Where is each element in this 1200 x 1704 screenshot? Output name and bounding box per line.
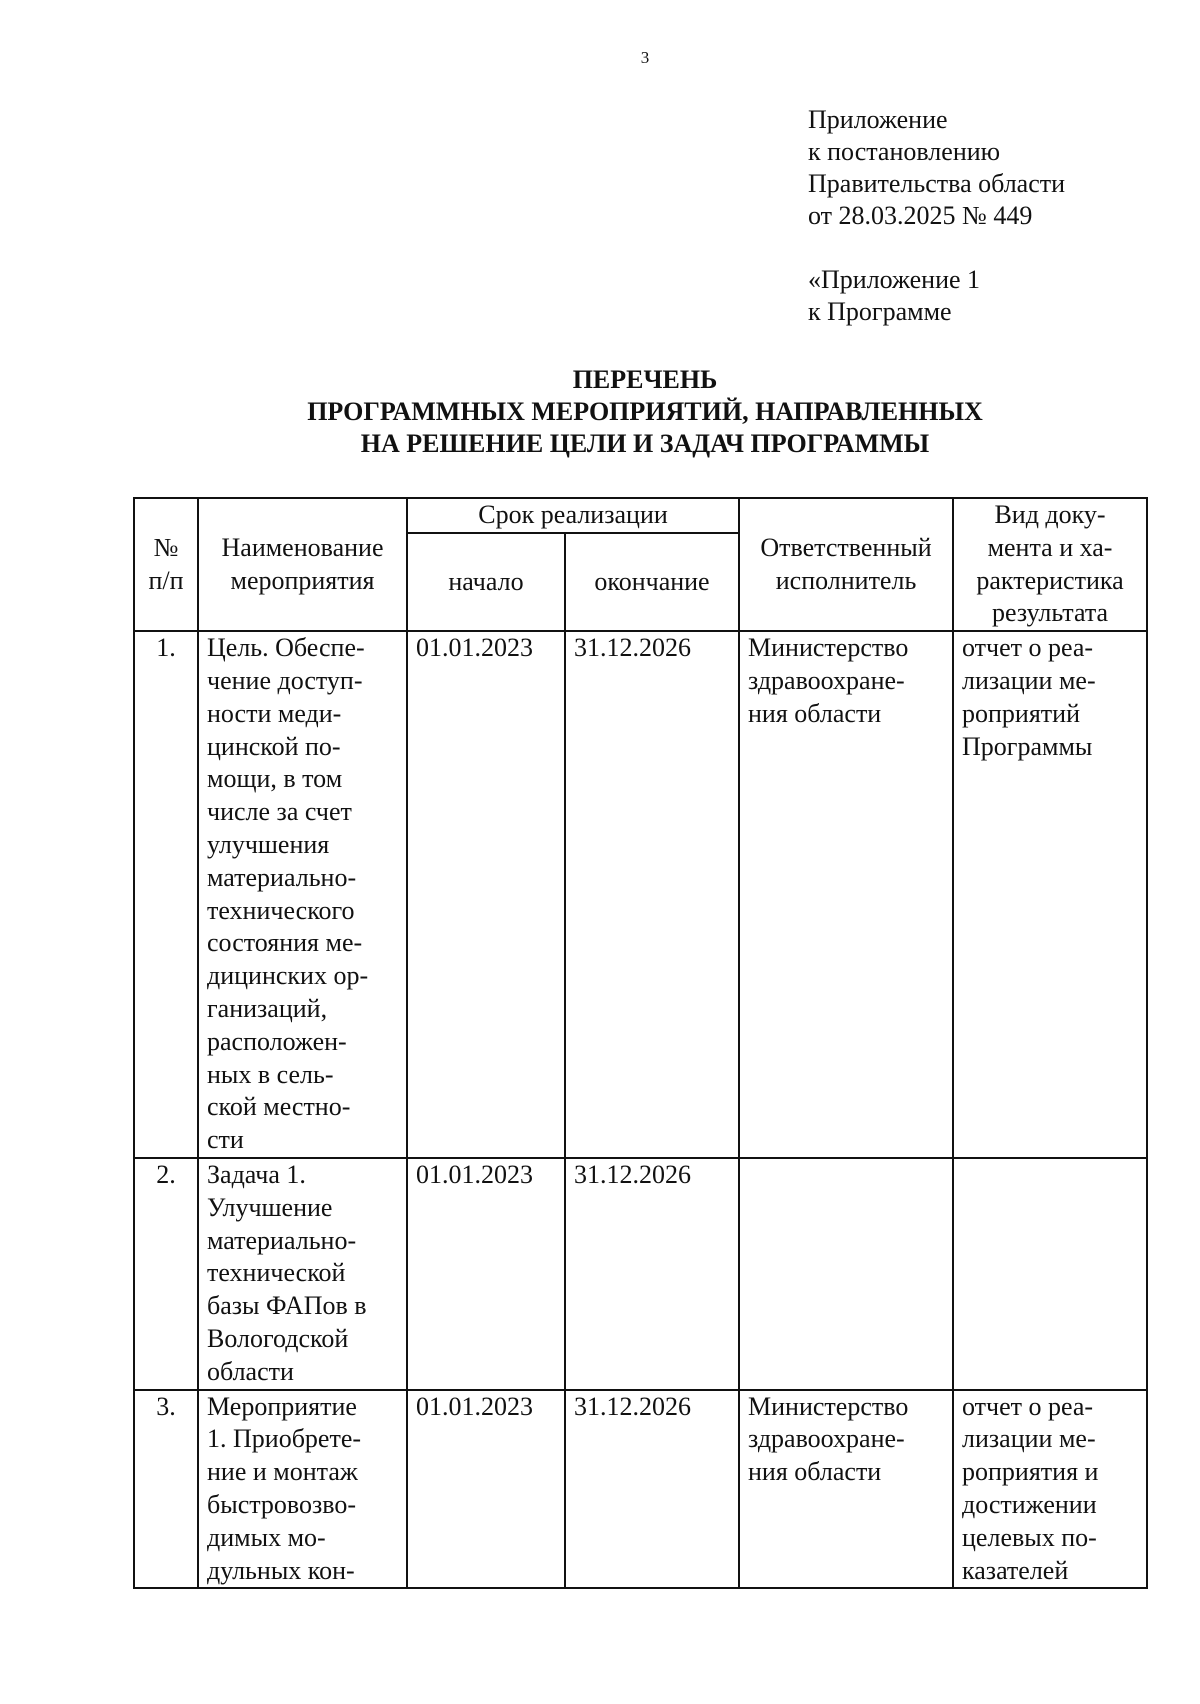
document-title [0, 364, 1200, 460]
header-responsible: Ответственный исполнитель [739, 498, 953, 631]
row-start: 01.01.2023 [407, 1390, 565, 1589]
row-name: Мероприятие 1. Приобрете- ние и монтаж быстровозво- димых мо- дульных кон- [198, 1390, 407, 1589]
appendix-block [808, 104, 1065, 328]
row-responsible: Министерство здравоохране- ния области [739, 1390, 953, 1589]
row-doc: отчет о реа- лизации ме- роприятий Программы [953, 631, 1147, 1158]
table-row [134, 1158, 1147, 1390]
row-end: 31.12.2026 [565, 1390, 739, 1589]
appendix-line: к постановлению [808, 137, 1001, 166]
header-doc: Вид доку- мента и ха- рактеристика результата [953, 498, 1147, 631]
header-period: Срок реализации [407, 498, 739, 533]
row-start: 01.01.2023 [407, 631, 565, 1158]
spacer [808, 232, 1065, 264]
row-responsible [739, 1158, 953, 1390]
header-end: окончание [565, 533, 739, 631]
header-start: начало [407, 533, 565, 631]
row-start: 01.01.2023 [407, 1158, 565, 1390]
appendix-line: «Приложение 1 [808, 265, 981, 294]
row-end: 31.12.2026 [565, 1158, 739, 1390]
row-doc [953, 1158, 1147, 1390]
row-name: Цель. Обеспе- чение доступ- ности меди- цинской по- мощи, в том числе за счет улучшения материально- технического состояния ме- дицинских ор- ганизаций, расположен- ных в сель- ской местно- сти [198, 631, 407, 1158]
row-num: 2. [134, 1158, 198, 1390]
row-name: Задача 1. Улучшение материально- технической базы ФАПов в Вологодской области [198, 1158, 407, 1390]
title-line: ПРОГРАММНЫХ МЕРОПРИЯТИЙ, НАПРАВЛЕННЫХ [307, 397, 983, 426]
row-num: 3. [134, 1390, 198, 1589]
row-num: 1. [134, 631, 198, 1158]
table-row [134, 631, 1147, 1158]
header-name: Наименование мероприятия [198, 498, 407, 631]
row-doc: отчет о реа- лизации ме- роприятия и достижении целевых по- казателей [953, 1390, 1147, 1589]
row-end: 31.12.2026 [565, 631, 739, 1158]
appendix-line: Правительства области [808, 169, 1066, 198]
table-row [134, 1390, 1147, 1589]
appendix-line: от 28.03.2025 № 449 [808, 201, 1033, 230]
title-line: ПЕРЕЧЕНЬ [572, 365, 718, 394]
header-num: № п/п [134, 498, 198, 631]
row-responsible: Министерство здравоохране- ния области [739, 631, 953, 1158]
page-number: 3 [640, 48, 650, 67]
appendix-line: к Программе [808, 297, 952, 326]
activities-table [133, 497, 1148, 1589]
title-line: НА РЕШЕНИЕ ЦЕЛИ И ЗАДАЧ ПРОГРАММЫ [360, 429, 930, 458]
appendix-line: Приложение [808, 105, 948, 134]
